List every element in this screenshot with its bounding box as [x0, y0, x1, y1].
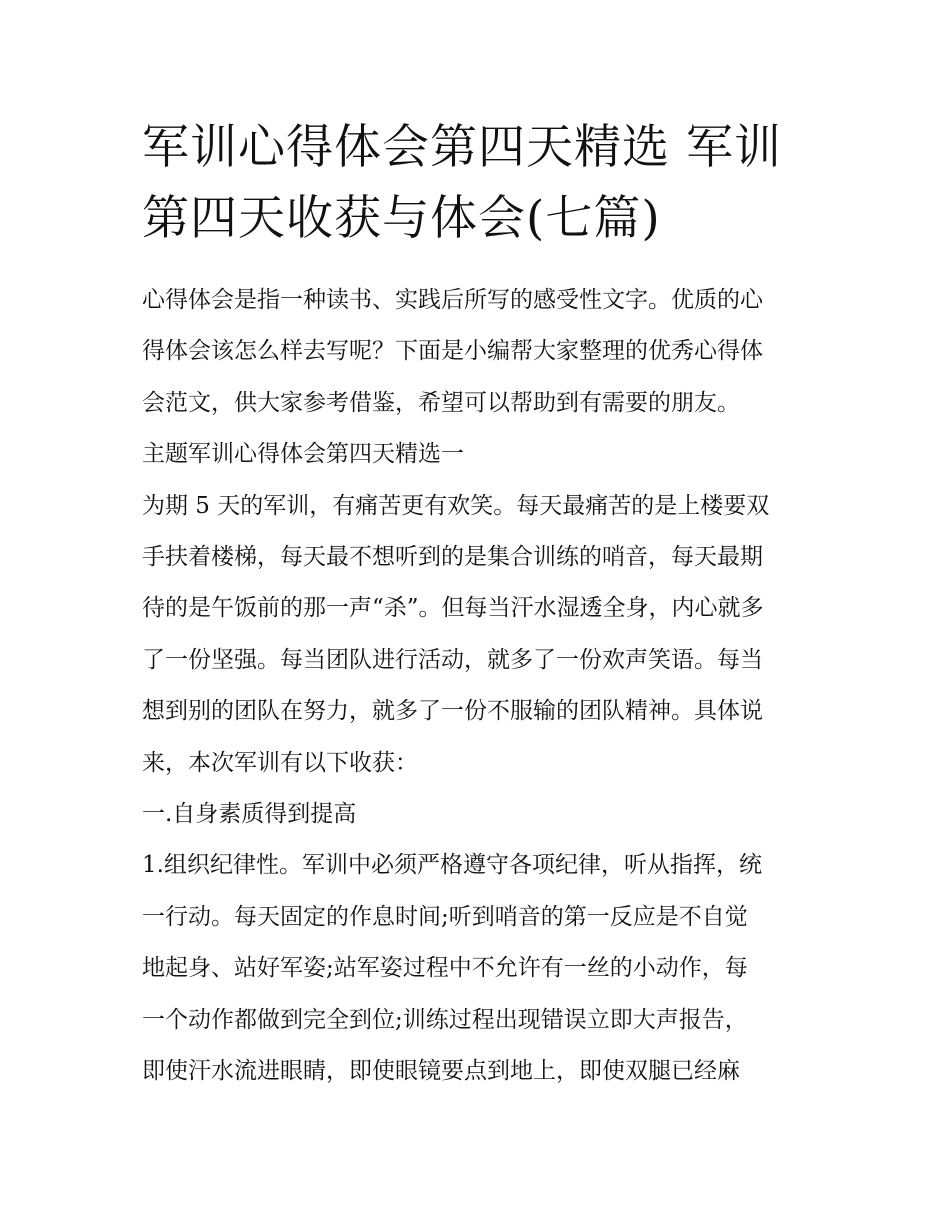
text-line-14: 地起身、站好军姿;站军姿过程中不允许有一丝的小动作，每: [142, 955, 748, 982]
text-line-8: 了一份坚强。每当团队进行活动，就多了一份欢声笑语。每当: [142, 646, 763, 673]
title-line-2: 第四天收获与体会(七篇): [142, 191, 661, 246]
subheading: 一.自身素质得到提高: [142, 801, 357, 828]
document-title: [142, 112, 822, 254]
title-line-1: 军训心得体会第四天精选 军训: [142, 120, 782, 175]
document-body: [142, 275, 822, 1098]
text-line-1: 心得体会是指一种读书、实践后所写的感受性文字。优质的心: [142, 287, 763, 313]
text-line-9: 想到别的团队在努力，就多了一份不服输的团队精神。具体说: [142, 698, 763, 725]
text-line-3: 会范文，供大家参考借鉴，希望可以帮助到有需要的朋友。: [142, 389, 740, 416]
text-line-5: 为期 5 天的军训，有痛苦更有欢笑。每天最痛苦的是上楼要双: [142, 492, 770, 519]
text-line-6: 手扶着楼梯，每天最不想听到的是集合训练的哨音，每天最期: [142, 544, 763, 571]
text-line-12: 1.组织纪律性。军训中必须严格遵守各项纪律，听从指挥，统: [142, 852, 762, 879]
text-line-16: 即使汗水流进眼睛，即使眼镜要点到地上，即使双腿已经麻: [142, 1058, 740, 1085]
text-line-10: 来，本次军训有以下收获：: [142, 749, 418, 776]
section-heading: 主题军训心得体会第四天精选一: [142, 441, 464, 468]
text-line-13: 一行动。每天固定的作息时间;听到哨音的第一反应是不自觉: [142, 903, 748, 930]
text-line-2: 得体会该怎么样去写呢？下面是小编帮大家整理的优秀心得体: [142, 338, 763, 365]
text-line-7: 待的是午饭前的那一声“杀”。但每当汗水湿透全身，内心就多: [142, 595, 764, 622]
text-line-15: 一个动作都做到完全到位;训练过程出现错误立即大声报告，: [142, 1006, 748, 1033]
